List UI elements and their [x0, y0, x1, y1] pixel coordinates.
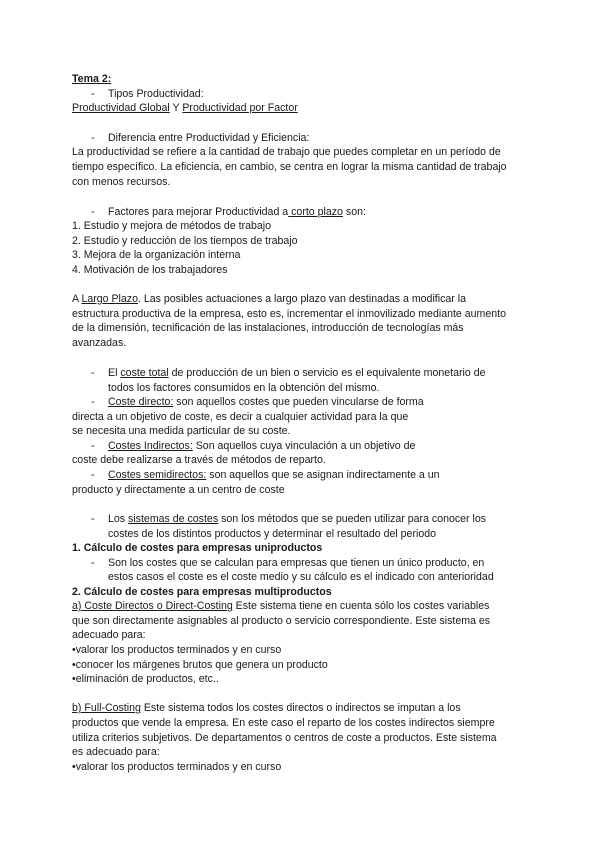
costes-semidirectos-text: son aquellos que se asignan indirectamente a un [206, 469, 440, 481]
largo-line: avanzadas. [72, 337, 127, 349]
diferencia-line: con menos recursos. [72, 176, 171, 188]
coste-directo-line [108, 395, 424, 409]
dash-bullet: - [91, 132, 95, 144]
dash-bullet: - [91, 557, 95, 569]
list-item: •conocer los márgenes brutos que genera un producto [72, 659, 328, 671]
direct-costing-line3: adecuado para: [72, 629, 146, 641]
diferencia-line: La productividad se refiere a la cantidad de trabajo que puedes completar en un período de [72, 146, 501, 158]
largo-plazo-line [72, 292, 466, 306]
diferencia-line: tiempo específico. La eficiencia, en cambio, se centra en lograr la misma cantidad de trabajo [72, 161, 507, 173]
largo-prefix: A [72, 293, 82, 305]
list-item: •valorar los productos terminados y en curso [72, 644, 282, 656]
diferencia-bullet: Diferencia entre Productividad y Eficiencia: [108, 132, 310, 144]
productividad-global: Productividad Global [72, 102, 170, 114]
dash-bullet: - [91, 206, 95, 218]
factores-bullet [108, 205, 366, 219]
costes-semidirectos-line2: producto y directamente a un centro de coste [72, 484, 285, 496]
tipos-bullet: Tipos Productividad: [108, 88, 204, 100]
uniproductos-line2: estos casos el coste es el coste medio y su cálculo es el indicado con anterioridad [108, 571, 494, 583]
coste-total-prefix: El [108, 367, 121, 379]
list-item: 2. Estudio y reducción de los tiempos de trabajo [72, 235, 298, 247]
list-item: 3. Mejora de la organización interna [72, 249, 241, 261]
dash-bullet: - [91, 469, 95, 481]
full-costing: b) Full-Costing [72, 702, 141, 714]
largo-plazo: Largo Plazo [81, 293, 138, 305]
sistemas-prefix: Los [108, 513, 129, 525]
coste-total: coste total [120, 367, 169, 379]
costes-indirectos-text: Son aquellos cuya vinculación a un objetivo de [192, 440, 416, 452]
direct-costing: a) Coste Directos o Direct-Costing [72, 600, 233, 612]
full-costing-line2: productos que vende la empresa. En este caso el reparto de los costes indirectos siempre [72, 717, 495, 729]
sistemas-line2: costes de los distintos productos y determinar el resultado del periodo [108, 528, 436, 540]
costes-semidirectos-line [108, 468, 440, 482]
topic-heading: Tema 2: [72, 73, 112, 85]
uniproductos-line: Son los costes que se calculan para empresas que tienen un único producto, en [108, 557, 485, 569]
list-item: 4. Motivación de los trabajadores [72, 264, 228, 276]
costes-indirectos-line2: coste debe realizarse a través de métodos de reparto. [72, 454, 326, 466]
largo-line: de la dimensión, tecnificación de las instalaciones, introducción de tecnologías más [72, 322, 464, 334]
full-costing-line [72, 701, 461, 715]
largo-text: . Las posibles actuaciones a largo plazo van destinadas a modificar la [137, 293, 466, 305]
factores-suffix: son: [342, 206, 366, 218]
coste-directo-text: son aquellos costes que pueden vincularse de forma [173, 396, 424, 408]
largo-line: estructura productiva de la empresa, esto es, incrementar el inmovilizado mediante aumento [72, 308, 506, 320]
list-item: •valorar los productos terminados y en curso [72, 761, 282, 773]
direct-costing-text: Este sistema tiene en cuenta sólo los costes variables [232, 600, 490, 612]
dash-bullet: - [91, 88, 95, 100]
tipos-types-line [72, 101, 298, 115]
direct-costing-line2: que son directamente asignables al producto o servicio correspondiente. Este sistema es [72, 615, 491, 627]
list-item: 1. Estudio y mejora de métodos de trabajo [72, 220, 272, 232]
corto-plazo: corto plazo [288, 206, 343, 218]
coste-total-text: de producción de un bien o servicio es el equivalente monetario de [168, 367, 486, 379]
section-heading-uniproductos: 1. Cálculo de costes para empresas uniproductos [72, 542, 323, 554]
coste-directo-line2: directa a un objetivo de coste, es decir a cualquier actividad para la que [72, 411, 409, 423]
costes-indirectos-line [108, 439, 415, 453]
full-costing-line3: utiliza criterios subjetivos. De departamentos o centros de coste a productos. Este sistema [72, 732, 497, 744]
coste-directo: Coste directo: [108, 396, 174, 408]
coste-directo-line3: se necesita una medida particular de su coste. [72, 425, 291, 437]
dash-bullet: - [91, 396, 95, 408]
full-costing-text: Este sistema todos los costes directos o indirectos se imputan a los [140, 702, 461, 714]
direct-costing-line [72, 599, 489, 613]
sistemas-line [108, 512, 486, 526]
section-heading-multiproductos: 2. Cálculo de costes para empresas multiproductos [72, 586, 332, 598]
full-costing-line4: es adecuado para: [72, 746, 160, 758]
tipos-separator: Y [169, 102, 183, 114]
factores-text: Factores para mejorar Productividad a [108, 206, 289, 218]
dash-bullet: - [91, 513, 95, 525]
sistemas-text: son los métodos que se pueden utilizar para conocer los [218, 513, 487, 525]
coste-total-line [108, 366, 486, 380]
costes-indirectos: Costes Indirectos: [108, 440, 193, 452]
costes-semidirectos: Costes semidirectos: [108, 469, 207, 481]
dash-bullet: - [91, 367, 95, 379]
productividad-por-factor: Productividad por Factor [182, 102, 298, 114]
sistemas-de-costes: sistemas de costes [128, 513, 219, 525]
dash-bullet: - [91, 440, 95, 452]
coste-total-line2: todos los factores consumidos en la obtención del mismo. [108, 382, 380, 394]
list-item: •eliminación de productos, etc.. [72, 673, 219, 685]
